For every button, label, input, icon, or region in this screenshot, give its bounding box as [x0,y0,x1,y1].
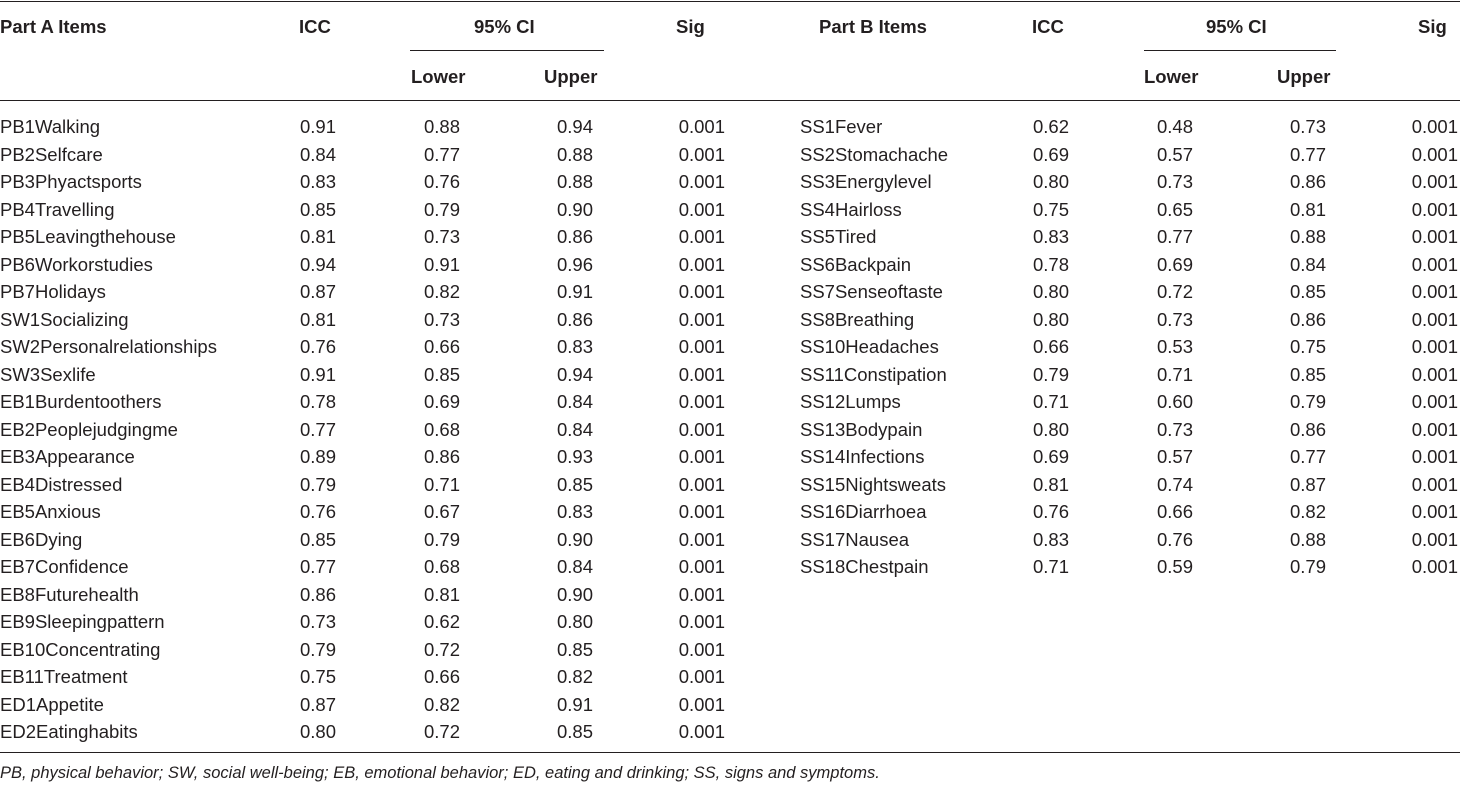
part-a-sig-cell: 0.001 [678,226,725,247]
part-b-upper-cell: 0.77 [1289,143,1326,165]
part-a-lower-cell: 0.72 [423,638,460,660]
part-a-sig-cell: 0.001 [678,116,725,137]
part-a-item-cell: PB1Walking [0,116,101,137]
part-b-upper-cell: 0.77 [1289,446,1326,467]
part-b-sig-cell: 0.001 [1411,473,1458,495]
part-a-icc-cell: 0.91 [299,116,336,137]
part-b-lower-cell: 0.73 [1156,418,1193,440]
part-a-lower-cell: 0.67 [423,501,460,522]
part-a-lower-cell: 0.86 [423,446,460,467]
part-a-item-cell: ED2Eatinghabits [0,721,138,742]
part-a-lower-cell: 0.68 [423,556,460,577]
part-a-icc-cell: 0.85 [299,528,336,550]
part-a-sig-cell: 0.001 [678,638,725,660]
part-b-lower-cell: 0.77 [1156,226,1193,247]
part-a-lower-cell: 0.72 [423,721,460,742]
part-a-lower-cell: 0.66 [423,336,460,357]
part-a-item-cell: PB6Workorstudies [0,253,153,275]
part-a-lower-cell: 0.73 [423,226,460,247]
part-b-icc-cell: 0.80 [1032,171,1069,192]
part-b-upper-cell: 0.75 [1289,336,1326,357]
part-a-lower-cell: 0.82 [423,693,460,715]
part-b-item-cell: SS15Nightsweats [800,473,947,495]
part-b-item-cell: SS6Backpain [800,253,912,275]
part-b-upper-cell: 0.87 [1289,473,1326,495]
part-b-upper-cell: 0.84 [1289,253,1326,275]
part-a-item-cell: PB5Leavingthehouse [0,226,176,247]
part-b-icc-cell: 0.66 [1032,336,1069,357]
part-b-upper-cell: 0.81 [1289,198,1326,220]
part-b-upper-cell: 0.73 [1289,116,1326,137]
header-sig-a: Sig [676,16,705,37]
part-a-item-cell: EB7Confidence [0,556,129,577]
part-b-item-cell: SS11Constipation [800,363,947,385]
part-b-upper-cell: 0.79 [1289,556,1326,577]
part-b-item-cell: SS7Senseoftaste [800,281,943,302]
part-a-sig-cell: 0.001 [678,666,725,687]
part-a-upper-cell: 0.84 [556,391,593,412]
part-a-upper-cell: 0.86 [556,308,593,330]
header-part-a-items: Part A Items [0,16,107,37]
part-a-sig-cell: 0.001 [678,501,725,522]
part-a-sig-cell: 0.001 [678,418,725,440]
part-a-item-cell: EB1Burdentoothers [0,391,162,412]
part-b-item-cell: SS10Headaches [800,336,939,357]
part-b-item-cell: SS17Nausea [800,528,910,550]
part-b-upper-cell: 0.88 [1289,528,1326,550]
header-sig-b: Sig [1418,16,1447,37]
part-b-upper-cell: 0.88 [1289,226,1326,247]
part-b-upper-cell: 0.86 [1289,308,1326,330]
part-b-sig-cell: 0.001 [1411,171,1458,192]
part-a-lower-cell: 0.88 [423,116,460,137]
part-b-sig-cell: 0.001 [1411,446,1458,467]
part-a-upper-cell: 0.90 [556,198,593,220]
part-a-item-cell: PB3Phyactsports [0,171,142,192]
part-b-sig-cell: 0.001 [1411,528,1458,550]
part-a-sig-cell: 0.001 [678,143,725,165]
header-lower-b: Lower [1144,66,1199,87]
part-a-upper-cell: 0.86 [556,226,593,247]
part-a-icc-cell: 0.85 [299,198,336,220]
header-icc-a: ICC [299,16,331,37]
header-lower-a: Lower [411,66,466,87]
part-b-icc-cell: 0.62 [1032,116,1069,137]
part-b-sig-cell: 0.001 [1411,198,1458,220]
part-b-lower-cell: 0.57 [1156,446,1193,467]
part-a-sig-cell: 0.001 [678,308,725,330]
part-b-icc-cell: 0.79 [1032,363,1069,385]
part-b-sig-cell: 0.001 [1411,418,1458,440]
header-upper-b: Upper [1277,66,1331,87]
part-b-lower-cell: 0.76 [1156,528,1193,550]
part-a-icc-cell: 0.75 [299,666,336,687]
part-a-sig-cell: 0.001 [678,611,725,632]
part-b-icc-cell: 0.80 [1032,308,1069,330]
part-b-icc-cell: 0.76 [1032,501,1069,522]
part-a-item-cell: PB2Selfcare [0,143,103,165]
part-a-icc-cell: 0.79 [299,473,336,495]
part-b-lower-cell: 0.72 [1156,281,1193,302]
part-a-item-cell: PB4Travelling [0,198,115,220]
part-b-item-cell: SS1Fever [800,116,883,137]
header-icc-b: ICC [1032,16,1064,37]
part-b-icc-cell: 0.71 [1032,556,1069,577]
header-rule [0,100,1460,101]
part-a-sig-cell: 0.001 [678,171,725,192]
part-b-upper-cell: 0.85 [1289,281,1326,302]
part-a-lower-cell: 0.73 [423,308,460,330]
part-a-item-cell: EB3Appearance [0,446,135,467]
part-a-icc-cell: 0.83 [299,171,336,192]
part-a-lower-cell: 0.79 [423,528,460,550]
part-a-upper-cell: 0.93 [556,446,593,467]
bottom-rule [0,752,1460,753]
part-a-upper-cell: 0.80 [556,611,593,632]
part-a-upper-cell: 0.88 [556,171,593,192]
part-b-sig-cell: 0.001 [1411,336,1458,357]
part-a-item-cell: EB5Anxious [0,501,101,522]
part-a-upper-cell: 0.91 [556,281,593,302]
part-a-item-cell: PB7Holidays [0,281,106,302]
part-a-icc-cell: 0.87 [299,281,336,302]
part-b-icc-cell: 0.69 [1032,143,1069,165]
part-b-lower-cell: 0.69 [1156,253,1193,275]
part-b-upper-cell: 0.79 [1289,391,1326,412]
footnote: PB, physical behavior; SW, social well-being; EB, emotional behavior; ED, eating and drinking; SS, signs and symptoms. [0,764,880,782]
part-b-sig-cell: 0.001 [1411,116,1458,137]
part-a-icc-cell: 0.81 [299,308,336,330]
part-a-upper-cell: 0.90 [556,583,593,605]
part-a-upper-cell: 0.91 [556,693,593,715]
part-b-icc-cell: 0.83 [1032,226,1069,247]
part-b-item-cell: SS3Energylevel [800,171,932,192]
part-a-item-cell: EB8Futurehealth [0,583,139,605]
part-a-sig-cell: 0.001 [678,721,725,742]
part-a-upper-cell: 0.85 [556,721,593,742]
part-a-upper-cell: 0.82 [556,666,593,687]
part-a-item-cell: ED1Appetite [0,693,104,715]
part-a-lower-cell: 0.91 [423,253,460,275]
part-b-icc-cell: 0.83 [1032,528,1069,550]
part-b-lower-cell: 0.66 [1156,501,1193,522]
part-b-icc-cell: 0.80 [1032,281,1069,302]
part-a-upper-cell: 0.88 [556,143,593,165]
part-a-sig-cell: 0.001 [678,253,725,275]
part-b-lower-cell: 0.73 [1156,171,1193,192]
part-b-upper-cell: 0.82 [1289,501,1326,522]
part-b-sig-cell: 0.001 [1411,363,1458,385]
part-a-item-cell: SW1Socializing [0,308,129,330]
part-a-sig-cell: 0.001 [678,363,725,385]
part-a-icc-cell: 0.73 [299,611,336,632]
part-a-item-cell: EB2Peoplejudgingme [0,418,178,440]
part-a-icc-cell: 0.80 [299,721,336,742]
part-a-sig-cell: 0.001 [678,473,725,495]
part-a-sig-cell: 0.001 [678,446,725,467]
header-part-b-items: Part B Items [819,16,927,37]
part-a-item-cell: EB10Concentrating [0,638,161,660]
part-b-sig-cell: 0.001 [1411,391,1458,412]
part-b-sig-cell: 0.001 [1411,556,1458,577]
part-b-item-cell: SS12Lumps [800,391,901,412]
part-a-upper-cell: 0.83 [556,501,593,522]
part-b-icc-cell: 0.78 [1032,253,1069,275]
part-a-sig-cell: 0.001 [678,391,725,412]
part-a-lower-cell: 0.66 [423,666,460,687]
part-a-lower-cell: 0.77 [423,143,460,165]
part-a-sig-cell: 0.001 [678,198,725,220]
part-b-upper-cell: 0.85 [1289,363,1326,385]
part-b-icc-cell: 0.71 [1032,391,1069,412]
part-a-sig-cell: 0.001 [678,693,725,715]
part-a-icc-cell: 0.94 [299,253,336,275]
part-a-lower-cell: 0.85 [423,363,460,385]
part-a-upper-cell: 0.94 [556,363,593,385]
part-a-item-cell: EB6Dying [0,528,83,550]
part-b-lower-cell: 0.71 [1156,363,1193,385]
part-a-lower-cell: 0.79 [423,198,460,220]
part-a-upper-cell: 0.85 [556,638,593,660]
part-a-icc-cell: 0.76 [299,501,336,522]
header-ci-b: 95% CI [1206,16,1267,37]
part-b-lower-cell: 0.59 [1156,556,1193,577]
part-b-upper-cell: 0.86 [1289,171,1326,192]
header-ci-a: 95% CI [474,16,535,37]
part-a-lower-cell: 0.76 [423,171,460,192]
part-b-sig-cell: 0.001 [1411,253,1458,275]
part-a-icc-cell: 0.77 [299,418,336,440]
part-b-icc-cell: 0.80 [1032,418,1069,440]
part-b-icc-cell: 0.75 [1032,198,1069,220]
part-b-sig-cell: 0.001 [1411,143,1458,165]
part-a-icc-cell: 0.84 [299,143,336,165]
part-b-icc-cell: 0.69 [1032,446,1069,467]
part-a-icc-cell: 0.89 [299,446,336,467]
part-a-item-cell: EB4Distressed [0,473,123,495]
part-a-lower-cell: 0.81 [423,583,460,605]
part-b-sig-cell: 0.001 [1411,308,1458,330]
part-b-sig-cell: 0.001 [1411,281,1458,302]
part-a-icc-cell: 0.76 [299,336,336,357]
ci-a-rule [410,50,604,51]
part-b-item-cell: SS2Stomachache [800,143,949,165]
part-b-item-cell: SS8Breathing [800,308,915,330]
top-rule [0,1,1460,2]
part-a-icc-cell: 0.78 [299,391,336,412]
part-b-icc-cell: 0.81 [1032,473,1069,495]
part-b-item-cell: SS16Diarrhoea [800,501,927,522]
part-b-sig-cell: 0.001 [1411,501,1458,522]
part-b-sig-cell: 0.001 [1411,226,1458,247]
part-a-lower-cell: 0.69 [423,391,460,412]
part-a-sig-cell: 0.001 [678,281,725,302]
part-a-lower-cell: 0.71 [423,473,460,495]
part-a-item-cell: SW2Personalrelationships [0,336,217,357]
part-a-upper-cell: 0.84 [556,418,593,440]
part-b-lower-cell: 0.60 [1156,391,1193,412]
part-a-icc-cell: 0.81 [299,226,336,247]
part-b-item-cell: SS18Chestpain [800,556,929,577]
part-b-lower-cell: 0.73 [1156,308,1193,330]
part-a-upper-cell: 0.90 [556,528,593,550]
part-b-lower-cell: 0.74 [1156,473,1193,495]
part-b-lower-cell: 0.57 [1156,143,1193,165]
part-a-upper-cell: 0.84 [556,556,593,577]
part-a-item-cell: EB9Sleepingpattern [0,611,165,632]
part-a-icc-cell: 0.87 [299,693,336,715]
part-a-upper-cell: 0.94 [556,116,593,137]
part-a-lower-cell: 0.62 [423,611,460,632]
part-a-item-cell: EB11Treatment [0,666,128,687]
part-b-item-cell: SS14Infections [800,446,925,467]
part-a-item-cell: SW3Sexlife [0,363,96,385]
part-b-lower-cell: 0.48 [1156,116,1193,137]
part-a-sig-cell: 0.001 [678,583,725,605]
part-b-upper-cell: 0.86 [1289,418,1326,440]
ci-b-rule [1144,50,1336,51]
part-a-icc-cell: 0.79 [299,638,336,660]
part-a-lower-cell: 0.82 [423,281,460,302]
part-a-icc-cell: 0.86 [299,583,336,605]
part-b-item-cell: SS5Tired [800,226,877,247]
part-a-sig-cell: 0.001 [678,556,725,577]
part-a-sig-cell: 0.001 [678,336,725,357]
part-a-upper-cell: 0.96 [556,253,593,275]
part-b-lower-cell: 0.53 [1156,336,1193,357]
header-upper-a: Upper [544,66,598,87]
part-a-lower-cell: 0.68 [423,418,460,440]
part-b-lower-cell: 0.65 [1156,198,1193,220]
part-a-icc-cell: 0.77 [299,556,336,577]
part-a-sig-cell: 0.001 [678,528,725,550]
part-b-item-cell: SS4Hairloss [800,198,902,220]
part-a-icc-cell: 0.91 [299,363,336,385]
part-a-upper-cell: 0.85 [556,473,593,495]
part-b-item-cell: SS13Bodypain [800,418,923,440]
part-a-upper-cell: 0.83 [556,336,593,357]
